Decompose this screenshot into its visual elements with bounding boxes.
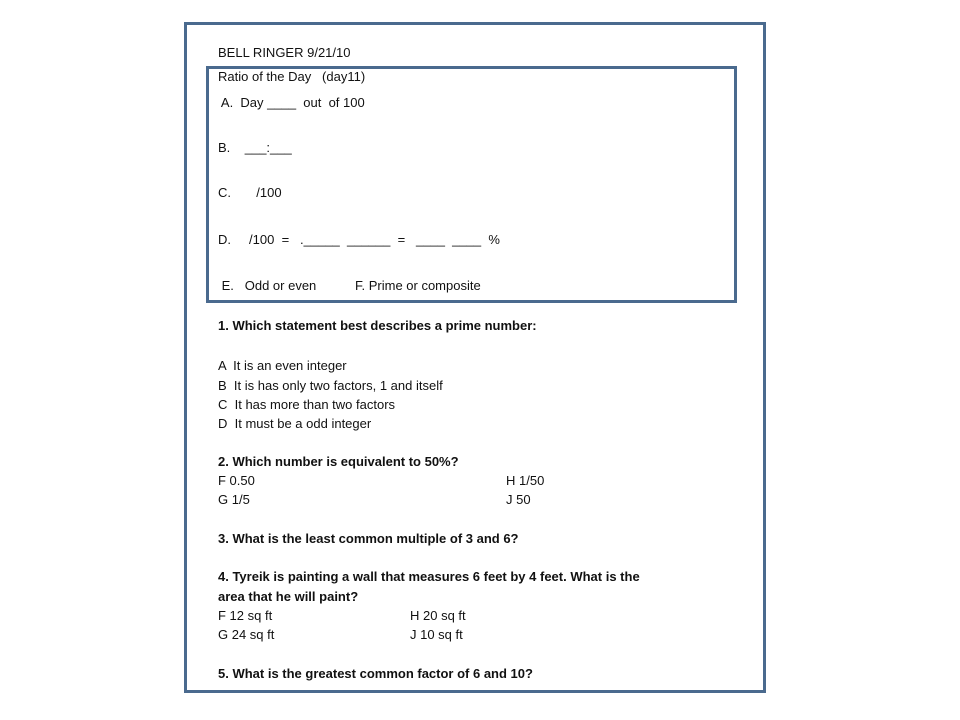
ratio-line-c: C. /100 bbox=[218, 185, 282, 200]
ratio-line-f: F. Prime or composite bbox=[355, 278, 481, 293]
q4-option: G 24 sq ft bbox=[218, 627, 275, 642]
q2-option: F 0.50 bbox=[218, 473, 255, 488]
q1-option: C It has more than two factors bbox=[218, 397, 396, 412]
ratio-line-a: A. Day ____ out of 100 bbox=[218, 95, 365, 110]
q2-option: G 1/5 bbox=[218, 492, 250, 507]
q4-option: F 12 sq ft bbox=[218, 608, 273, 623]
ratio-line-e: E. Odd or even bbox=[218, 278, 317, 293]
q1-prompt: 1. Which statement best describes a prime number: bbox=[218, 318, 537, 333]
bell-ringer-title: BELL RINGER 9/21/10 bbox=[218, 45, 351, 60]
q2-option: J 50 bbox=[506, 492, 531, 507]
q4-option: J 10 sq ft bbox=[410, 627, 463, 642]
q1-option: B It is has only two factors, 1 and itself bbox=[218, 378, 443, 393]
q4-option: H 20 sq ft bbox=[410, 608, 466, 623]
ratio-heading: Ratio of the Day (day11) bbox=[218, 69, 366, 84]
q4-prompt-line1: 4. Tyreik is painting a wall that measures 6 feet by 4 feet. What is the bbox=[218, 569, 640, 584]
ratio-line-b: B. ___:___ bbox=[218, 140, 292, 155]
q3-prompt: 3. What is the least common multiple of 3 and 6? bbox=[218, 531, 519, 546]
q1-option: A It is an even integer bbox=[218, 358, 347, 373]
q4-prompt-line2: area that he will paint? bbox=[218, 589, 359, 604]
q5-prompt: 5. What is the greatest common factor of 6 and 10? bbox=[218, 666, 533, 681]
q2-prompt: 2. Which number is equivalent to 50%? bbox=[218, 454, 459, 469]
ratio-line-d: D. /100 = ._____ ______ = ____ ____ % bbox=[218, 232, 500, 247]
q2-option: H 1/50 bbox=[506, 473, 545, 488]
q1-option: D It must be a odd integer bbox=[218, 416, 372, 431]
